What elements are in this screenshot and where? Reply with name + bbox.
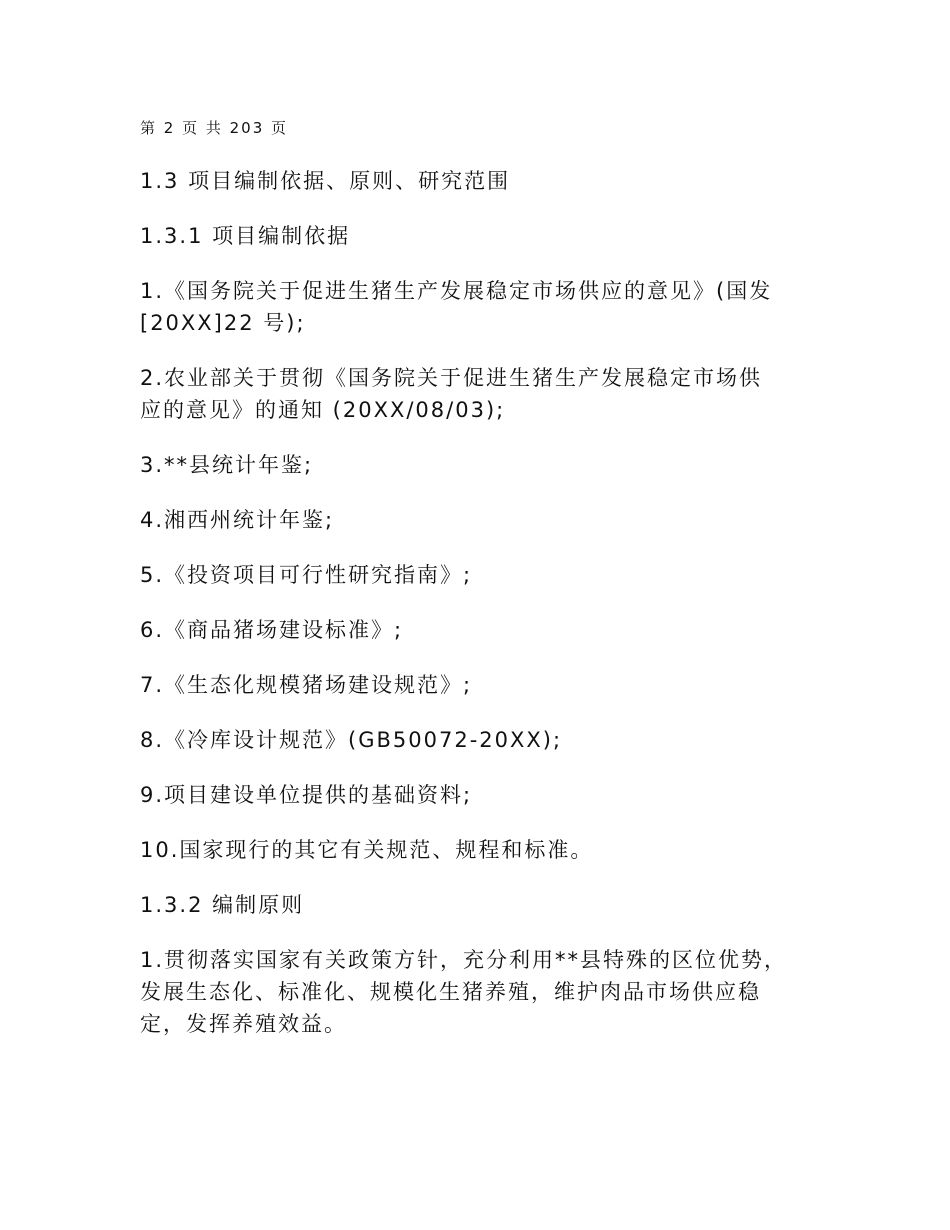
subsection-heading-principles: 1.3.2 编制原则: [140, 893, 305, 917]
basis-item: 2.农业部关于贯彻《国务院关于促进生猪生产发展稳定市场供 应的意见》的通知 (20XX/08/03);: [140, 366, 763, 422]
basis-item: 9.项目建设单位提供的基础资料;: [140, 783, 473, 807]
subsection-heading-basis: 1.3.1 项目编制依据: [140, 224, 351, 248]
basis-item: 7.《生态化规模猪场建设规范》;: [140, 673, 473, 697]
basis-item: 4.湘西州统计年鉴;: [140, 508, 335, 532]
basis-item: 8.《冷库设计规范》(GB50072-20XX);: [140, 728, 563, 752]
principle-item: 1.贯彻落实国家有关政策方针，充分利用**县特殊的区位优势， 发展生态化、标准化、规模化生猪养殖，维护肉品市场供应稳 定，发挥养殖效益。: [140, 948, 788, 1036]
basis-item: 6.《商品猪场建设标准》;: [140, 618, 404, 642]
basis-item: 10.国家现行的其它有关规范、规程和标准。: [140, 838, 594, 862]
document-body: [140, 165, 820, 1063]
page-number: 第 2 页 共 203 页: [140, 119, 289, 137]
basis-item: 3.**县统计年鉴;: [140, 453, 314, 477]
basis-item: 5.《投资项目可行性研究指南》;: [140, 563, 473, 587]
section-heading: 1.3 项目编制依据、原则、研究范围: [140, 169, 511, 193]
basis-item: 1.《国务院关于促进生猪生产发展稳定市场供应的意见》(国发 [20XX]22 号);: [140, 279, 773, 335]
